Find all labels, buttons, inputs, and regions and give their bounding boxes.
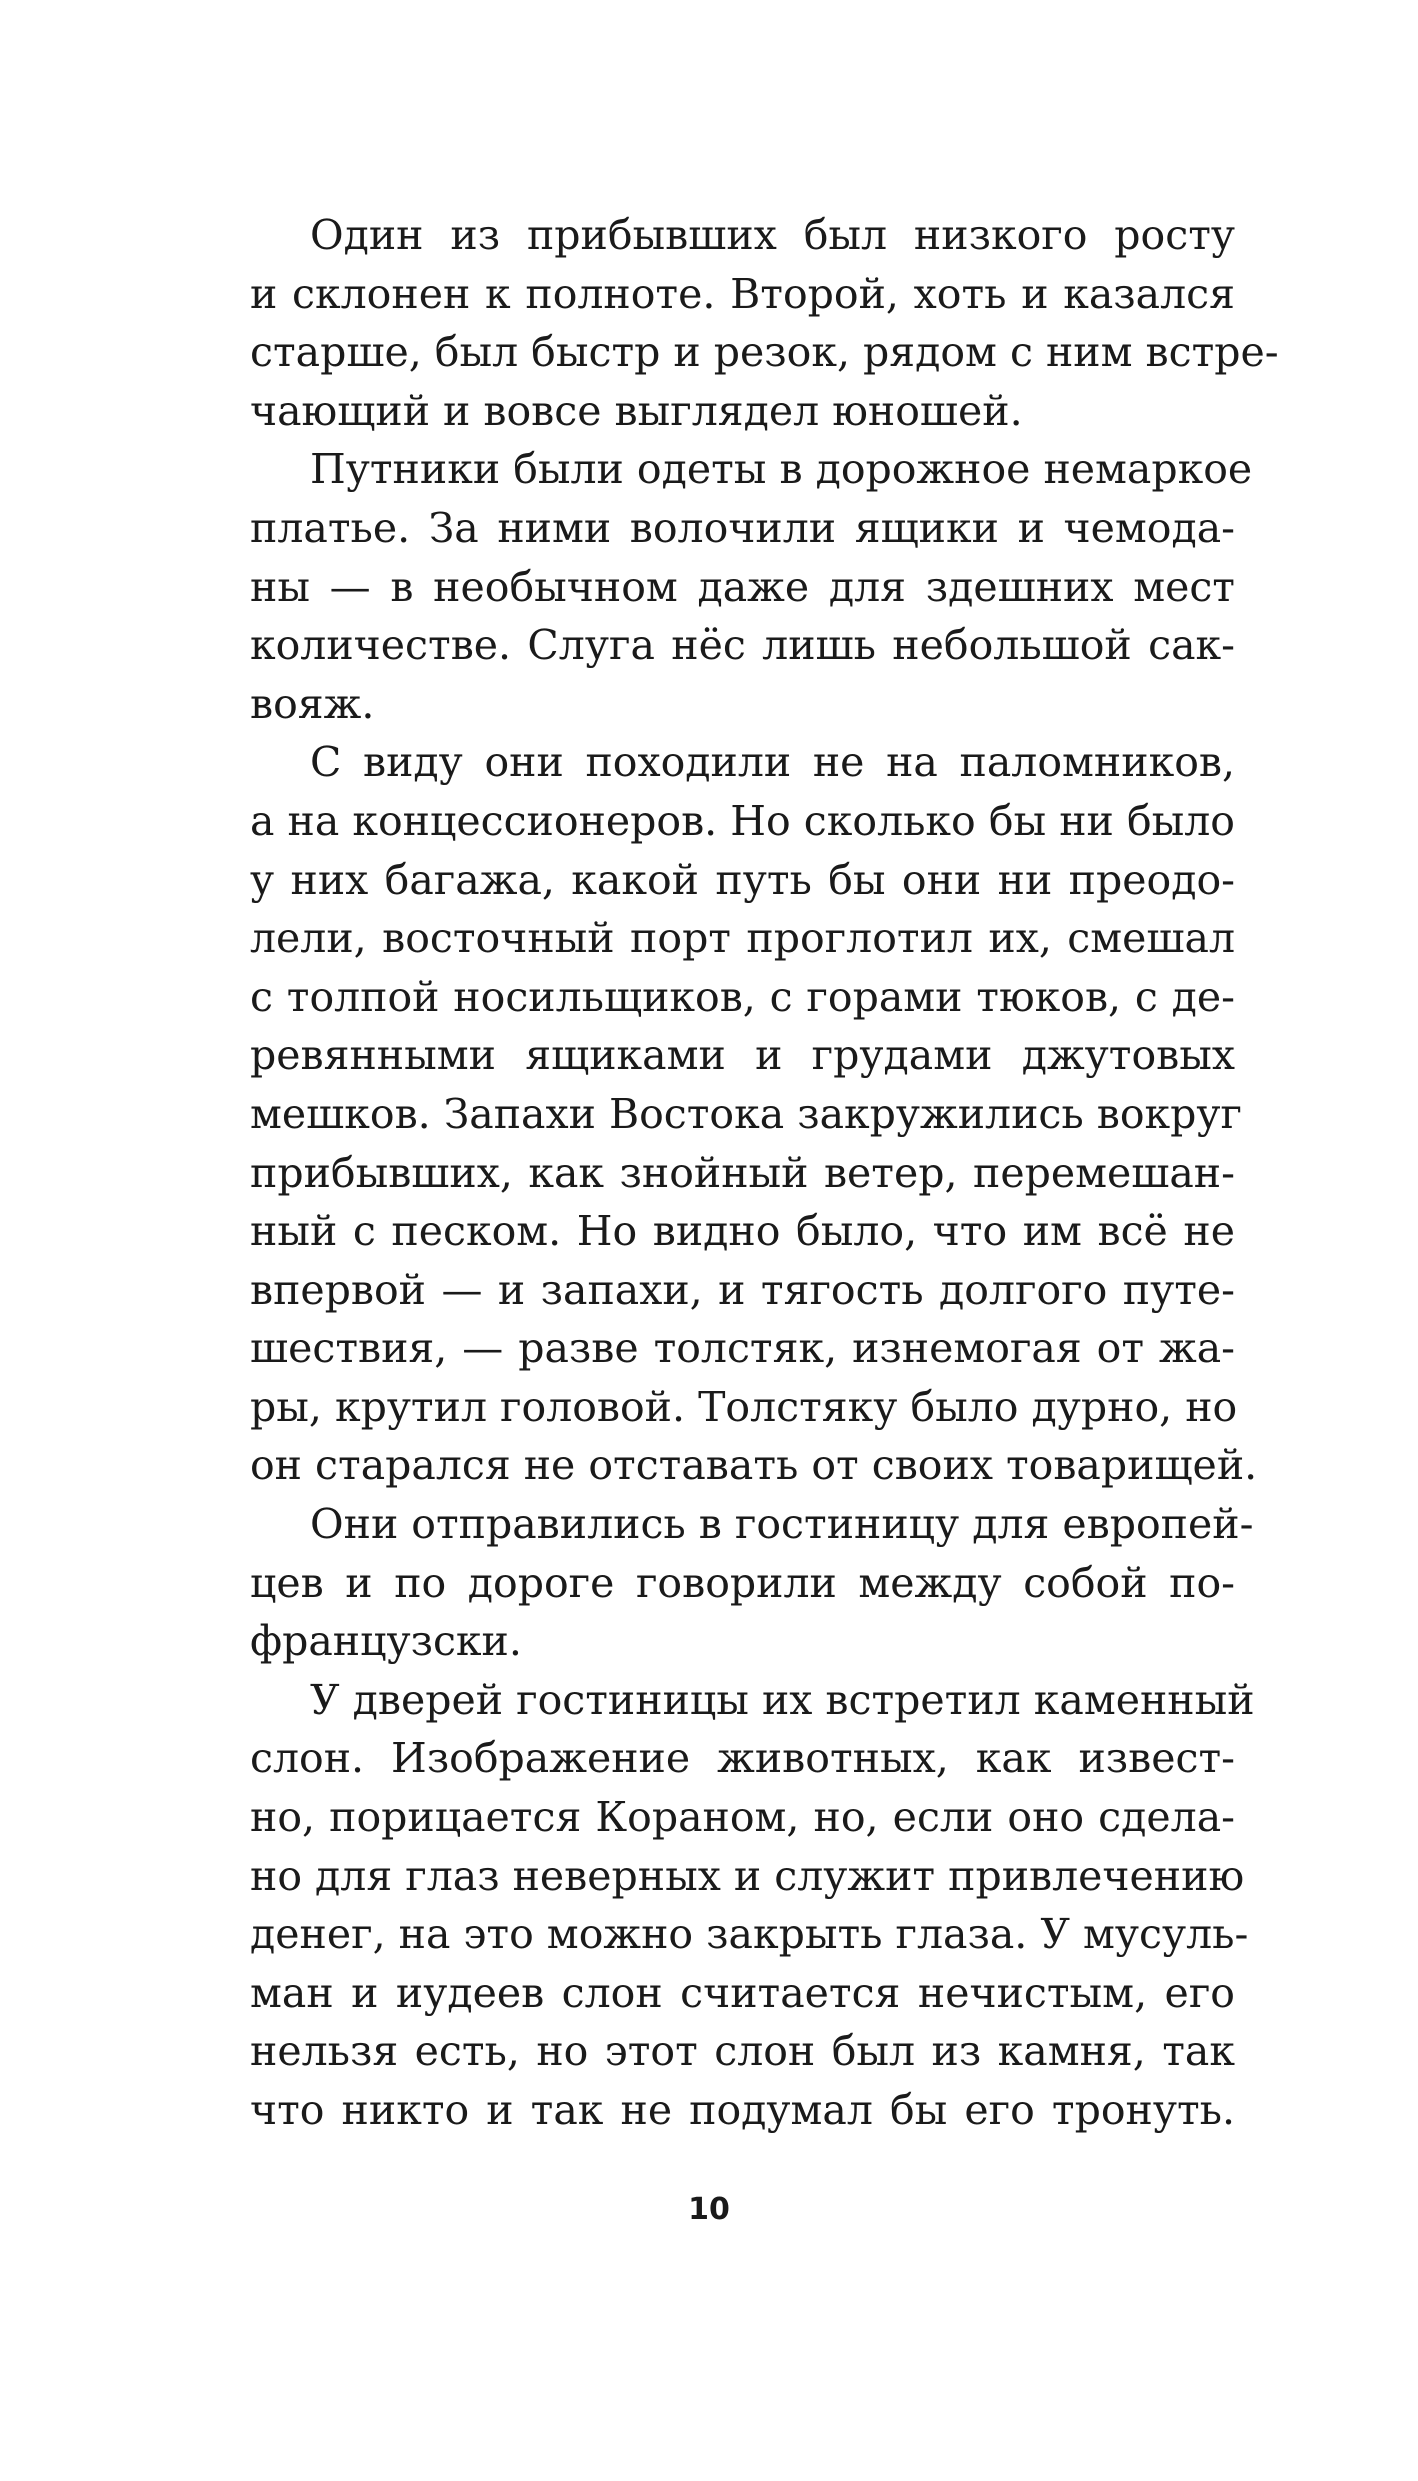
text-line: шествия, — разве толстяк, изнемогая от жа- — [250, 1324, 1235, 1373]
text-line: с толпой носильщиков, с горами тюков, с де- — [250, 972, 1235, 1021]
text-line: Они отправились в гостиницу для европей- — [310, 1500, 1254, 1549]
text-line: мешков. Запахи Востока закружились вокруг — [250, 1089, 1242, 1138]
text-line: ман и иудеев слон считается нечистым, его — [250, 1968, 1235, 2017]
text-line: ны — в необычном даже для здешних мест — [250, 562, 1235, 611]
text-line: вояж. — [250, 679, 375, 728]
text-line: чающий и вовсе выглядел юношей. — [250, 386, 1023, 435]
text-line: нельзя есть, но этот слон был из камня, так — [250, 2027, 1235, 2076]
text-line: С виду они походили не на паломников, — [310, 738, 1235, 787]
paragraph — [250, 206, 1279, 440]
text-line: и склонен к полноте. Второй, хоть и казался — [250, 269, 1235, 318]
text-line: лели, восточный порт проглотил их, смешал — [250, 914, 1235, 963]
text-line: платье. За ними волочили ящики и чемода- — [250, 503, 1235, 552]
paragraph — [250, 733, 1258, 1495]
text-line: ревянными ящиками и грудами джутовых — [250, 1031, 1235, 1080]
text-line: денег, на это можно закрыть глаза. У мусуль- — [250, 1910, 1249, 1959]
text-line: слон. Изображение животных, как извест- — [250, 1734, 1235, 1783]
text-line: он старался не отставать от своих товарищей. — [250, 1441, 1258, 1490]
text-line: цев и по дороге говорили между собой по- — [250, 1558, 1235, 1607]
text-line: у них багажа, какой путь бы они ни преодо- — [250, 855, 1235, 904]
text-line: Один из прибывших был низкого росту — [310, 211, 1235, 259]
paragraph — [250, 440, 1253, 733]
text-line: впервой — и запахи, и тягость долгого путе- — [250, 1265, 1235, 1314]
text-line: ный с песком. Но видно было, что им всё не — [250, 1207, 1235, 1256]
page-number: 10 — [688, 2192, 730, 2227]
text-line: что никто и так не подумал бы его тронуть. — [250, 2086, 1235, 2134]
paragraph — [250, 1671, 1255, 2140]
text-line: прибывших, как знойный ветер, перемешан- — [250, 1148, 1235, 1197]
text-line: ры, крутил головой. Толстяку было дурно, но — [250, 1382, 1238, 1431]
text-line: Путники были одеты в дорожное немаркое — [310, 445, 1253, 494]
text-line: французски. — [250, 1617, 522, 1666]
paragraph — [250, 1495, 1254, 1671]
text-line: У дверей гостиницы их встретил каменный — [310, 1675, 1255, 1724]
text-line: а на концессионеров. Но сколько бы ни было — [250, 796, 1235, 845]
text-line: количестве. Слуга нёс лишь небольшой сак- — [250, 621, 1235, 670]
body-text — [250, 206, 1279, 2140]
text-line: но, порицается Кораном, но, если оно сдела- — [250, 1793, 1235, 1842]
text-line: но для глаз неверных и служит привлечению — [250, 1851, 1245, 1900]
text-line: старше, был быстр и резок, рядом с ним встре- — [250, 328, 1279, 377]
